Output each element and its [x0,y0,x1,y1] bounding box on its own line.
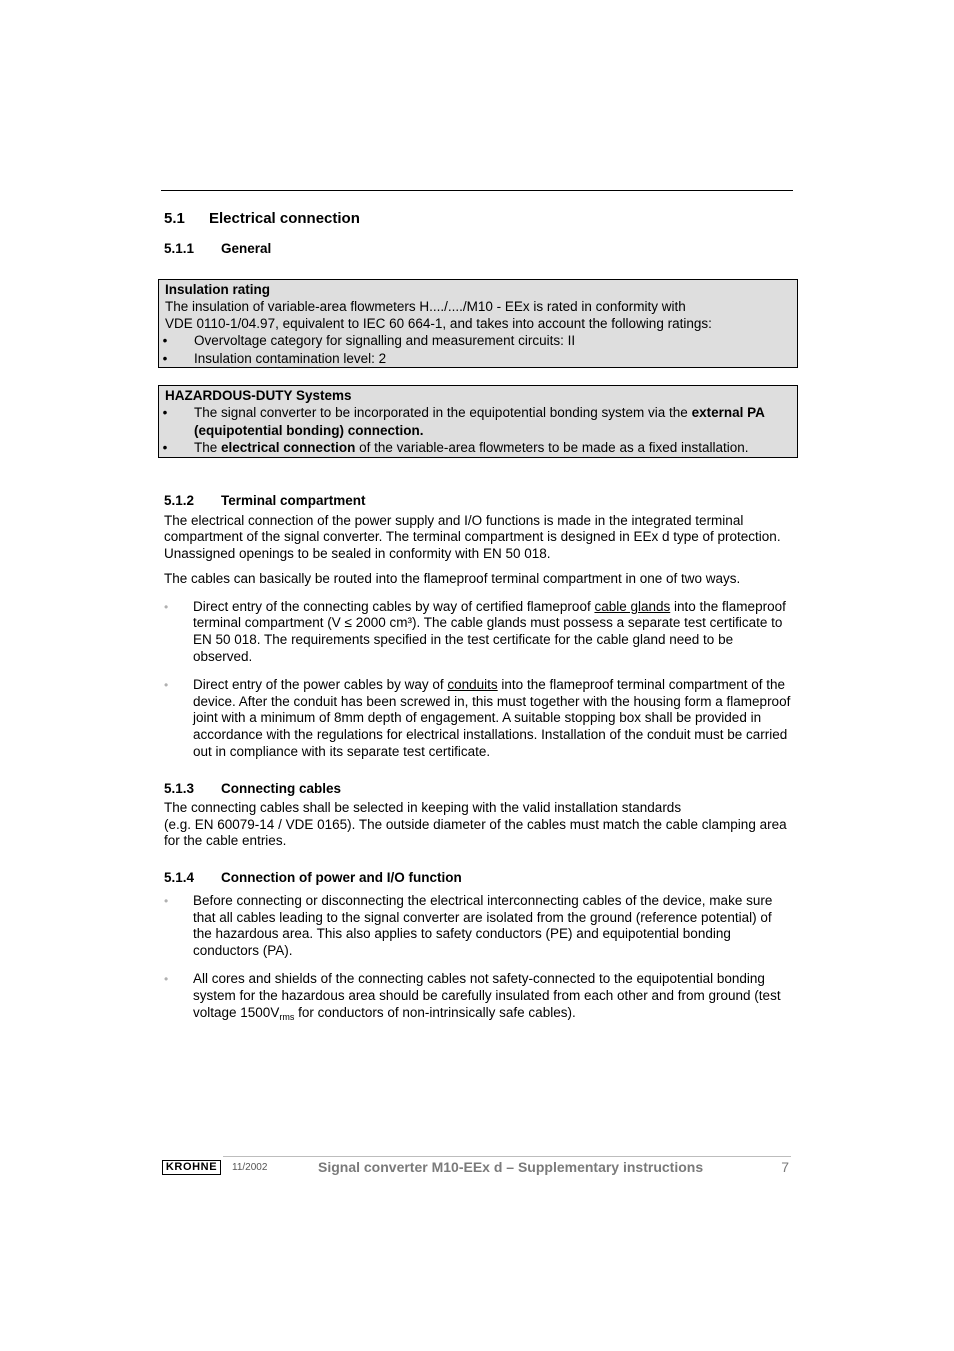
insulation-line-2: VDE 0110-1/04.97, equivalent to IEC 60 664-1, and takes into account the following ratings: [165,316,712,331]
bullet-icon: • [162,350,168,366]
list-item: • Direct entry of the power cables by way of conduits into the flameproof terminal compartment of the device. After the conduit has been screwed in, this must together with the housing form a flameproof joint with a minimum of 8mm depth of engagement. A suitable stopping box shall be provided in accordance with the regulations for electrical installations. Installation of the conduit must be carried out in compliance with its separate test certificate. [164,677,791,759]
cable-glands-link: cable glands [594,598,671,614]
list-item: • Before connecting or disconnecting the electrical interconnecting cables of the device, make sure that all cables leading to the signal converter are isolated from the ground (reference potential) of the hazardous area. This also applies to safety conductors (PE) and equipotential bonding conductors (PA). [164,893,773,958]
section-title: Electrical connection [209,210,360,227]
list-item: • Direct entry of the connecting cables by way of certified flameproof cable glands into the flameproof terminal compartment (V ≤ 2000 cm³). The cable glands must possess a separate test certificate to EN 50 018. The requirements specified in the test certificate for the cable gland need to be observed. [164,598,786,664]
insulation-line-1: The insulation of variable-area flowmeters H..../..../M10 - EEx is rated in conformity with [165,299,686,314]
bullet-icon: • [162,405,168,420]
content [164,208,794,1021]
terminal-heading [164,492,794,510]
section-number: 5.1 [164,210,185,227]
footer-date: 11/2002 [232,1162,268,1173]
terminal-title: Terminal compartment [221,492,366,508]
bullet-icon: • [162,333,168,348]
section-heading [164,208,794,230]
insulation-box [158,279,798,368]
cables-line-1: The connecting cables shall be selected in keeping with the valid installation standards [164,800,682,816]
bullet-icon: • [162,440,168,455]
krohne-logo: KROHNE [162,1160,221,1175]
cables-number: 5.1.3 [164,781,195,797]
terminal-list [164,599,794,760]
hazard-box [158,385,798,458]
list-item: • The electrical connection of the variable-area flowmeters to be made as a fixed installation. [165,439,791,457]
conduits-link: conduits [447,677,498,693]
general-heading [164,240,794,258]
power-number: 5.1.4 [164,870,195,885]
terminal-para-2: The cables can basically be routed into the flameproof terminal compartment in one of two ways. [164,571,741,587]
bullet-icon: • [164,894,169,908]
insulation-title: Insulation rating [165,282,271,297]
footer-title: Signal converter M10-EEx d – Supplementary instructions [318,1159,704,1175]
bullet-icon: • [164,599,169,614]
list-item: • Insulation contamination level: 2 [165,350,791,368]
power-heading [164,869,794,887]
header-rule [161,190,793,191]
list-item: • Overvoltage category for signalling and measurement circuits: II [165,332,791,350]
cables-line-2: (e.g. EN 60079-14 / VDE 0165). The outside diameter of the cables must match the cable clamping area for the cable entries. [164,816,787,849]
list-item: • All cores and shields of the connecting cables not safety-connected to the equipotential bonding system for the hazardous area should be carefully insulated from each other and from ground (test voltage $1500V_{rms}$ for conductors of non-intrinsically safe cables). [164,971,781,1022]
general-title: General [221,241,272,256]
insulation-list [162,332,791,367]
power-list [164,893,794,1021]
footer [161,1156,791,1180]
cables-title: Connecting cables [221,781,342,797]
page-number: 7 [781,1159,789,1175]
terminal-para-1: The electrical connection of the power supply and I/O functions is made in the integrated terminal compartment of the signal converter. The terminal compartment is designed in EEx d type of protection. Unassigned openings to be sealed in conformity with EN 50 018. [164,512,781,561]
hazard-list [162,404,791,457]
bullet-icon: • [164,678,169,693]
hazard-title: HAZARDOUS-DUTY Systems [165,388,352,403]
cables-heading [164,780,794,798]
terminal-number: 5.1.2 [164,492,195,508]
general-number: 5.1.1 [164,241,195,256]
power-title: Connection of power and I/O function [221,870,462,885]
list-item: • The signal converter to be incorporated in the equipotential bonding system via the external PA (equipotential bonding) connection. [165,404,791,439]
footer-rule [223,1156,791,1157]
bullet-icon: • [164,972,169,987]
